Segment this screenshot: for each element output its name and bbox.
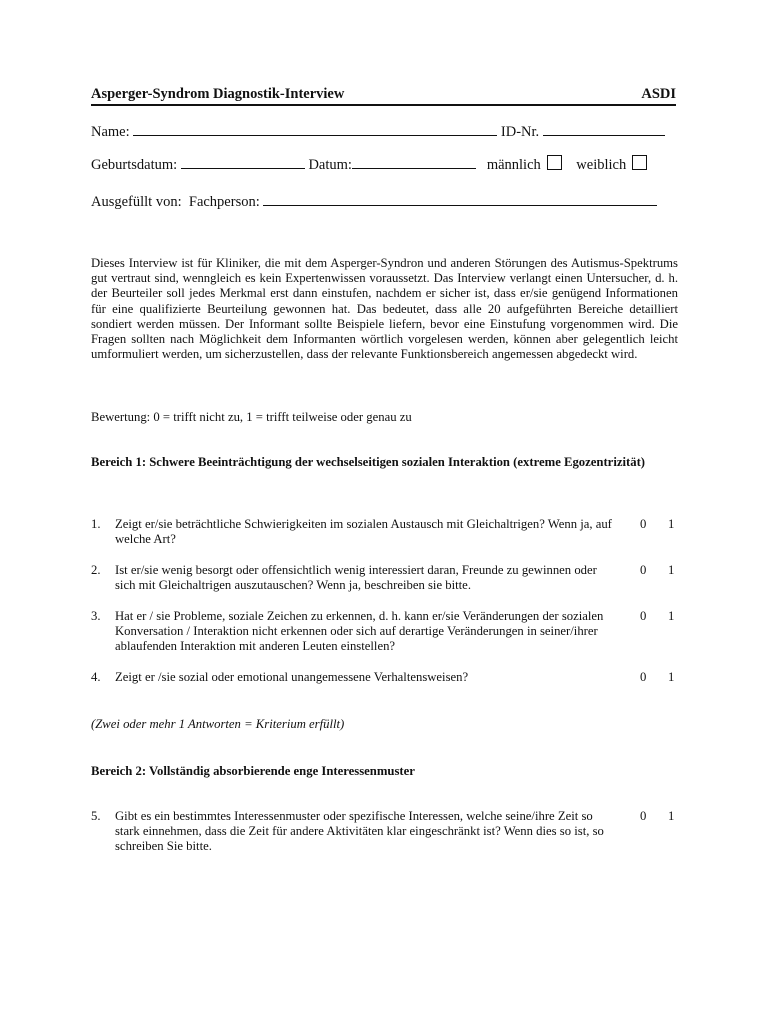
score-1-option[interactable]: 1 bbox=[668, 563, 675, 577]
question-number: 2. bbox=[91, 563, 101, 577]
filled-by-row bbox=[91, 193, 657, 211]
intro-paragraph: Dieses Interview ist für Kliniker, die mit dem Asperger-Syndron und anderen Störungen des Autismus-Spektrums gut vertraut sind, wenngleich es kein Expertenwissen voraussetzt. Das Interview verlangt einen Untersucher, d. h. der Beurteiler soll jedes Merkmal erst dann einstufen, nachdem er sicher ist, dass er/sie genügend Informationen für eine qualifizierte Beurteilung gewonnen hat. Das bedeutet, dass alle 20 aufgeführten Bereiche detailliert sondiert werden müssen. Der Informant sollte Beispiele liefern, bevor eine Einstufung vorgenommen wird. Die Fragen sollten nach Möglichkeit dem Informanten wörtlich vorgelesen werden, können aber gelegentlich leicht umformuliert werden, um sicherzustellen, dass der relevante Funktionsbereich angemessen abgedeckt wird. bbox=[91, 256, 678, 362]
female-label: weiblich bbox=[576, 157, 627, 173]
birthdate-field[interactable] bbox=[181, 156, 305, 169]
document-header bbox=[91, 86, 676, 106]
professional-field[interactable] bbox=[263, 193, 657, 206]
section-2-title: Bereich 2: Vollständig absorbierende enge Interessenmuster bbox=[91, 764, 415, 778]
name-field[interactable] bbox=[133, 123, 497, 136]
id-field[interactable] bbox=[543, 123, 665, 136]
question-number: 4. bbox=[91, 670, 101, 684]
name-row bbox=[91, 123, 665, 141]
female-checkbox[interactable] bbox=[632, 155, 647, 170]
score-0-option[interactable]: 0 bbox=[640, 809, 647, 823]
birthdate-row bbox=[91, 155, 647, 174]
score-0-option[interactable]: 0 bbox=[640, 609, 647, 623]
question-text: Zeigt er/sie beträchtliche Schwierigkeiten im sozialen Austausch mit Gleichaltrigen? Wenn ja, auf welche Art? bbox=[115, 517, 612, 547]
criterion-note: (Zwei oder mehr 1 Antworten = Kriterium erfüllt) bbox=[91, 717, 345, 731]
score-1-option[interactable]: 1 bbox=[668, 517, 675, 531]
score-1-option[interactable]: 1 bbox=[668, 609, 675, 623]
question-text: Hat er / sie Probleme, soziale Zeichen zu erkennen, d. h. kann er/sie Veränderungen der sozialen Konversation / Interaktion nicht erkennen oder sich auf derartige Veränderungen in seiner/ihrer ablaufenden Interaktion mit anderen Leuten einstellen? bbox=[115, 609, 604, 654]
question-number: 3. bbox=[91, 609, 101, 623]
question-number: 1. bbox=[91, 517, 101, 531]
professional-label: Fachperson: bbox=[188, 194, 260, 210]
score-1-option[interactable]: 1 bbox=[668, 670, 675, 684]
male-checkbox[interactable] bbox=[547, 155, 562, 170]
score-0-option[interactable]: 0 bbox=[640, 517, 647, 531]
score-0-option[interactable]: 0 bbox=[640, 670, 647, 684]
id-label: ID-Nr. bbox=[500, 124, 540, 140]
question-text: Zeigt er /sie sozial oder emotional unangemessene Verhaltensweisen? bbox=[115, 670, 469, 684]
score-0-option[interactable]: 0 bbox=[640, 563, 647, 577]
score-1-option[interactable]: 1 bbox=[668, 809, 675, 823]
rating-legend: Bewertung: 0 = trifft nicht zu, 1 = trifft teilweise oder genau zu bbox=[91, 410, 412, 424]
date-field[interactable] bbox=[352, 156, 476, 169]
date-label: Datum: bbox=[308, 157, 352, 173]
name-label: Name: bbox=[91, 124, 130, 140]
document-title: Asperger-Syndrom Diagnostik-Interview bbox=[91, 86, 345, 102]
question-text: Gibt es ein bestimmtes Interessenmuster oder spezifische Interessen, welche seine/ihre Zeit so stark einnehmen, dass die Zeit für andere Aktivitäten klar eingeschränkt ist? Wenn dies so ist, so schreiben Sie bitte. bbox=[115, 809, 604, 854]
question-number: 5. bbox=[91, 809, 101, 823]
birthdate-label: Geburtsdatum: bbox=[91, 157, 178, 173]
section-1-title: Bereich 1: Schwere Beeinträchtigung der wechselseitigen sozialen Interaktion (extreme Egozentrizität) bbox=[91, 455, 646, 469]
male-label: männlich bbox=[486, 157, 541, 173]
filled-by-label: Ausgefüllt von: bbox=[91, 194, 182, 210]
question-text: Ist er/sie wenig besorgt oder offensichtlich wenig interessiert daran, Freunde zu gewinnen oder sich mit Gleichaltrigen auszutauschen? Wenn ja, beschreiben sie bitte. bbox=[115, 563, 597, 593]
document-code: ASDI bbox=[641, 86, 676, 102]
